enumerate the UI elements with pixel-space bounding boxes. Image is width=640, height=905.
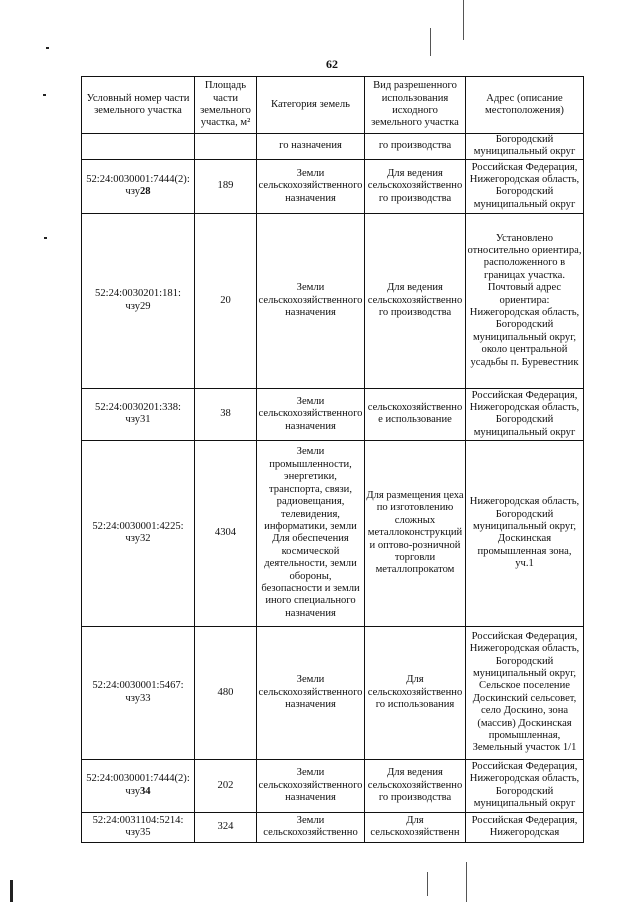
header-land-category: Категория земель bbox=[257, 77, 365, 134]
cell-address: Российская Федерация, Нижегородская область, Богородский муниципальный округ bbox=[466, 388, 584, 440]
cell-permitted-use: Для ведения сельскохозяйственного производства bbox=[365, 759, 466, 812]
cell-permitted-use: го производства bbox=[365, 134, 466, 160]
cell-area: 38 bbox=[195, 388, 257, 440]
cell-permitted-use: Для размещения цеха по изготовлению сложных металлоконструкций и оптово-розничной торговли металлопрокатом bbox=[365, 440, 466, 626]
cell-parcel-number: 52:24:0030201:338: чзу31 bbox=[82, 388, 195, 440]
cell-land-category: Земли сельскохозяйственно bbox=[257, 812, 365, 842]
cell-address: Российская Федерация, Нижегородская область, Богородский муниципальный округ bbox=[466, 759, 584, 812]
cell-permitted-use: Для сельскохозяйственн bbox=[365, 812, 466, 842]
header-address: Адрес (описание местоположения) bbox=[466, 77, 584, 134]
cell-parcel-number: 52:24:0031104:5214: чзу35 bbox=[82, 812, 195, 842]
cell-address: Российская Федерация, Нижегородская область, Богородский муниципальный округ, Сельское поселение Доскинский сельсовет, село Доскино, зона (массив) Доскинская промышленная, Земельный участок 1/1 bbox=[466, 626, 584, 759]
table-row bbox=[82, 440, 584, 626]
scan-mark bbox=[43, 94, 46, 96]
table-row bbox=[82, 213, 584, 388]
cell-area: 189 bbox=[195, 159, 257, 213]
cell-parcel-number: 52:24:0030001:5467: чзу33 bbox=[82, 626, 195, 759]
cell-parcel-number: 52:24:0030001:7444(2): чзу34 bbox=[82, 759, 195, 812]
table-row bbox=[82, 626, 584, 759]
cell-land-category: Земли сельскохозяйственного назначения bbox=[257, 213, 365, 388]
scan-speck bbox=[430, 28, 431, 56]
scan-speck bbox=[427, 872, 428, 896]
cell-parcel-number: 52:24:0030201:181: чзу29 bbox=[82, 213, 195, 388]
land-parcels-table bbox=[81, 76, 584, 843]
table-row bbox=[82, 759, 584, 812]
table-row bbox=[82, 159, 584, 213]
cell-address: Нижегородская область, Богородский муниципальный округ, Доскинская промышленная зона, уч.1 bbox=[466, 440, 584, 626]
scan-speck bbox=[463, 0, 464, 40]
header-area: Площадь части земельного участка, м² bbox=[195, 77, 257, 134]
table-row bbox=[82, 812, 584, 842]
cell-permitted-use: Для ведения сельскохозяйственного производства bbox=[365, 159, 466, 213]
cell-parcel-number bbox=[82, 134, 195, 160]
cell-land-category: Земли промышленности, энергетики, транспорта, связи, радиовещания, телевидения, информатики, земли Для обеспечения космической деятельности, земли обороны, безопасности и земли иного специального назначения bbox=[257, 440, 365, 626]
table-header-row bbox=[82, 77, 584, 134]
table-row bbox=[82, 388, 584, 440]
table-row bbox=[82, 134, 584, 160]
cell-land-category: Земли сельскохозяйственного назначения bbox=[257, 626, 365, 759]
cell-address: Российская Федерация, Нижегородская bbox=[466, 812, 584, 842]
cell-permitted-use: Для ведения сельскохозяйственного производства bbox=[365, 213, 466, 388]
cell-land-category: го назначения bbox=[257, 134, 365, 160]
scan-speck bbox=[466, 862, 467, 902]
cell-area: 202 bbox=[195, 759, 257, 812]
cell-land-category: Земли сельскохозяйственного назначения bbox=[257, 159, 365, 213]
cell-parcel-number: 52:24:0030001:4225: чзу32 bbox=[82, 440, 195, 626]
cell-parcel-number: 52:24:0030001:7444(2): чзу28 bbox=[82, 159, 195, 213]
cell-area: 480 bbox=[195, 626, 257, 759]
cell-permitted-use: Для сельскохозяйственного использования bbox=[365, 626, 466, 759]
page-number: 62 bbox=[326, 57, 338, 71]
cell-permitted-use: сельскохозяйственное использование bbox=[365, 388, 466, 440]
cell-land-category: Земли сельскохозяйственного назначения bbox=[257, 759, 365, 812]
header-permitted-use: Вид разрешенного использования исходного земельного участка bbox=[365, 77, 466, 134]
cell-address: Российская Федерация, Нижегородская область, Богородский муниципальный округ bbox=[466, 159, 584, 213]
cell-address: Богородский муниципальный округ bbox=[466, 134, 584, 160]
cell-address: Установлено относительно ориентира, расположенного в границах участка. Почтовый адрес ориентира: Нижегородская область, Богородский муниципальный округ, около центральной усадьбы п. Буревестник bbox=[466, 213, 584, 388]
scan-mark bbox=[44, 237, 47, 239]
cell-area: 4304 bbox=[195, 440, 257, 626]
cell-land-category: Земли сельскохозяйственного назначения bbox=[257, 388, 365, 440]
scan-mark bbox=[10, 880, 13, 902]
cell-area: 324 bbox=[195, 812, 257, 842]
header-parcel-number: Условный номер части земельного участка bbox=[82, 77, 195, 134]
cell-area bbox=[195, 134, 257, 160]
scan-mark bbox=[46, 47, 49, 49]
cell-area: 20 bbox=[195, 213, 257, 388]
